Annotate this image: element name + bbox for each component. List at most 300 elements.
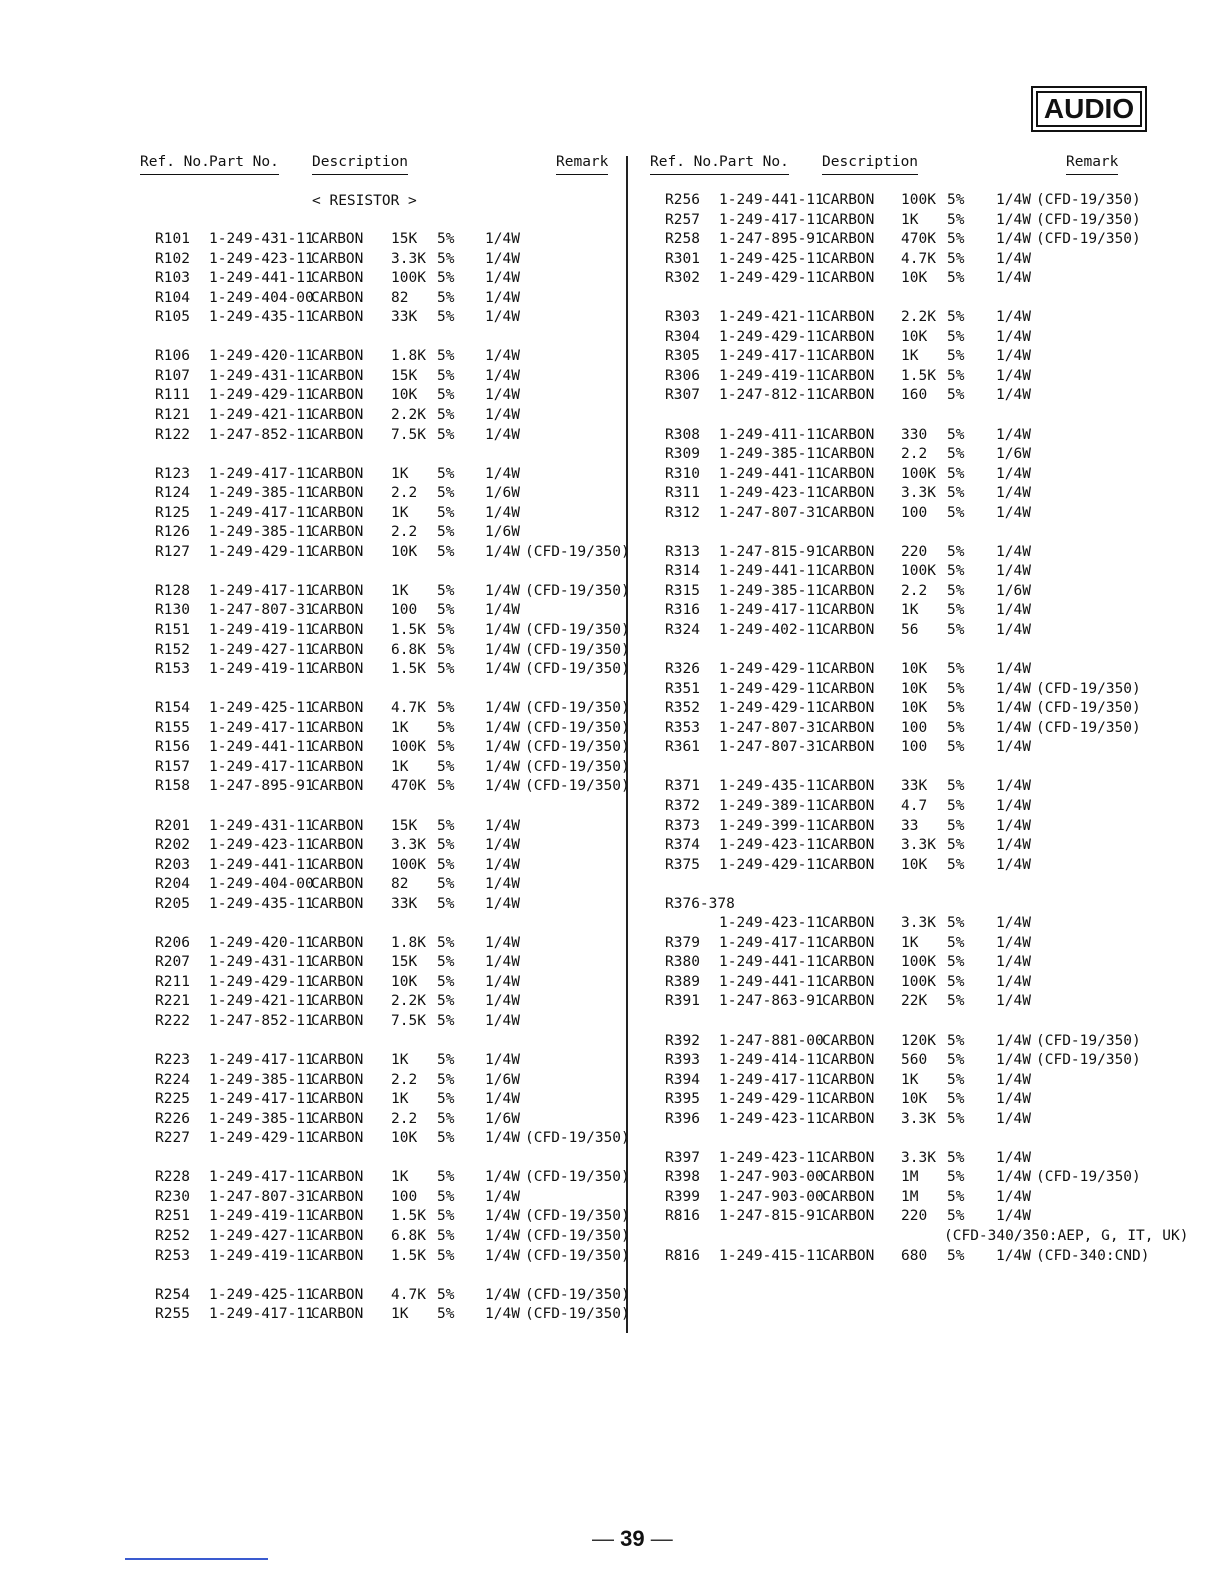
right-row bbox=[0, 1130, 1224, 1150]
cell-part: 1-247-852-11 bbox=[209, 1012, 314, 1029]
cell-value: 2.2K bbox=[391, 993, 426, 1010]
cell-tol: 5% bbox=[947, 915, 965, 932]
cell-watt: 1/4W bbox=[996, 485, 1031, 502]
cell-ref: R203 bbox=[155, 856, 190, 873]
cell-type: CARBON bbox=[822, 915, 875, 932]
cell-part: 1-249-417-11 bbox=[209, 504, 314, 521]
right-row bbox=[0, 368, 1224, 388]
cell-tol: 5% bbox=[437, 954, 455, 971]
cell-part: 1-249-417-11 bbox=[719, 1071, 824, 1088]
cell-type: CARBON bbox=[822, 680, 875, 697]
cell-value: 1K bbox=[901, 934, 919, 951]
cell-part: 1-249-417-11 bbox=[209, 758, 314, 775]
right-row bbox=[0, 993, 1224, 1013]
cell-ref: R256 bbox=[665, 192, 700, 208]
right-row bbox=[0, 446, 1224, 466]
cell-tol: 5% bbox=[947, 1247, 965, 1264]
cell-value: 100K bbox=[391, 270, 426, 287]
cell-part: 1-249-420-11 bbox=[209, 348, 314, 365]
cell-tol: 5% bbox=[437, 504, 455, 521]
cell-watt: 1/4W bbox=[996, 250, 1031, 267]
cell-tol: 5% bbox=[947, 426, 965, 443]
cell-type: CARBON bbox=[311, 504, 364, 521]
cell-tol: 5% bbox=[947, 739, 965, 756]
cell-tol: 5% bbox=[947, 367, 965, 384]
cell-tol: 5% bbox=[437, 1110, 455, 1127]
cell-ref: R251 bbox=[155, 1208, 190, 1225]
cell-type: CARBON bbox=[311, 778, 364, 795]
cell-type: CARBON bbox=[311, 758, 364, 775]
cell-type: CARBON bbox=[311, 407, 364, 424]
right-row bbox=[0, 857, 1224, 877]
cell-type: CARBON bbox=[822, 348, 875, 365]
left-header-remark: Remark bbox=[556, 154, 608, 175]
cell-ref: R152 bbox=[155, 641, 190, 658]
cell-type: CARBON bbox=[822, 993, 875, 1010]
cell-remark: (CFD-19/350) bbox=[525, 661, 630, 678]
cell-watt: 1/4W bbox=[485, 1169, 520, 1186]
cell-type: CARBON bbox=[822, 1071, 875, 1088]
cell-value: 33K bbox=[391, 895, 418, 912]
right-row bbox=[0, 329, 1224, 349]
cell-value: 10K bbox=[391, 973, 418, 990]
cell-part: 1-249-417-11 bbox=[209, 719, 314, 736]
cell-part: 1-249-385-11 bbox=[719, 582, 824, 599]
right-row bbox=[0, 290, 1224, 310]
right-row bbox=[0, 270, 1224, 290]
right-parts-list bbox=[0, 192, 1224, 1267]
cell-watt: 1/4W bbox=[485, 758, 520, 775]
cell-ref: R107 bbox=[155, 367, 190, 384]
cell-watt: 1/4W bbox=[485, 543, 520, 560]
cell-ref: R389 bbox=[665, 973, 700, 990]
cell-value: 3.3K bbox=[901, 1149, 936, 1166]
right-row bbox=[0, 1228, 1224, 1248]
cell-value: 680 bbox=[901, 1247, 928, 1264]
cell-ref: R316 bbox=[665, 602, 700, 619]
cell-value: 100K bbox=[901, 563, 936, 580]
cell-ref: R223 bbox=[155, 1052, 190, 1069]
cell-type: CARBON bbox=[822, 602, 875, 619]
cell-ref: R111 bbox=[155, 387, 190, 404]
cell-ref: R399 bbox=[665, 1188, 700, 1205]
cell-part: 1-249-425-11 bbox=[719, 250, 824, 267]
cell-tol: 5% bbox=[437, 661, 455, 678]
cell-type: CARBON bbox=[822, 700, 875, 717]
cell-value: 4.7K bbox=[391, 700, 426, 717]
cell-value: 2.2K bbox=[391, 407, 426, 424]
cell-tol: 5% bbox=[947, 211, 965, 228]
cell-part: 1-249-389-11 bbox=[719, 797, 824, 814]
cell-watt: 1/4W bbox=[996, 797, 1031, 814]
cell-type: CARBON bbox=[822, 192, 875, 208]
cell-tol: 5% bbox=[437, 641, 455, 658]
cell-remark: (CFD-19/350) bbox=[525, 778, 630, 795]
cell-value: 22K bbox=[901, 993, 928, 1010]
cell-remark: (CFD-19/350) bbox=[1036, 192, 1141, 208]
cell-value: 1K bbox=[391, 504, 409, 521]
cell-watt: 1/4W bbox=[485, 622, 520, 639]
cell-type: CARBON bbox=[822, 446, 875, 463]
cell-ref: R816 bbox=[665, 1247, 700, 1264]
cell-tol: 5% bbox=[947, 446, 965, 463]
page-dash-right: — bbox=[644, 1526, 673, 1551]
cell-tol: 5% bbox=[947, 934, 965, 951]
cell-type: CARBON bbox=[822, 1188, 875, 1205]
cell-part: 1-249-404-00 bbox=[209, 289, 314, 306]
cell-value: 220 bbox=[901, 1208, 928, 1225]
cell-value: 10K bbox=[901, 328, 928, 345]
cell-value: 56 bbox=[901, 622, 919, 639]
cell-ref: R308 bbox=[665, 426, 700, 443]
cell-watt: 1/4W bbox=[996, 1032, 1031, 1049]
cell-tol: 5% bbox=[947, 465, 965, 482]
right-row bbox=[0, 1013, 1224, 1033]
cell-type: CARBON bbox=[311, 1188, 364, 1205]
cell-type: CARBON bbox=[822, 426, 875, 443]
cell-watt: 1/4W bbox=[996, 1071, 1031, 1088]
cell-watt: 1/4W bbox=[996, 954, 1031, 971]
cell-value: 1.5K bbox=[391, 622, 426, 639]
cell-tol: 5% bbox=[437, 387, 455, 404]
cell-watt: 1/4W bbox=[996, 348, 1031, 365]
cell-watt: 1/4W bbox=[485, 250, 520, 267]
cell-type: CARBON bbox=[822, 250, 875, 267]
cell-remark: (CFD-19/350) bbox=[525, 1306, 630, 1323]
right-row bbox=[0, 387, 1224, 407]
cell-ref: R253 bbox=[155, 1247, 190, 1264]
cell-watt: 1/4W bbox=[485, 1227, 520, 1244]
cell-tol: 5% bbox=[947, 993, 965, 1010]
cell-value: 1.5K bbox=[391, 1208, 426, 1225]
cell-type: CARBON bbox=[311, 641, 364, 658]
cell-value: 2.2 bbox=[391, 1110, 418, 1127]
cell-value: 470K bbox=[901, 231, 936, 248]
cell-type: CARBON bbox=[311, 934, 364, 951]
right-row bbox=[0, 837, 1224, 857]
cell-tol: 5% bbox=[947, 485, 965, 502]
cell-tol: 5% bbox=[437, 719, 455, 736]
cell-tol: 5% bbox=[947, 797, 965, 814]
cell-value: 3.3K bbox=[391, 837, 426, 854]
cell-part: 1-247-807-31 bbox=[719, 719, 824, 736]
cell-tol: 5% bbox=[947, 817, 965, 834]
cell-part: 1-249-429-11 bbox=[209, 1130, 314, 1147]
right-row bbox=[0, 896, 1224, 916]
right-row bbox=[0, 798, 1224, 818]
cell-part: 1-249-419-11 bbox=[209, 1208, 314, 1225]
cell-watt: 1/4W bbox=[996, 387, 1031, 404]
cell-watt: 1/4W bbox=[485, 856, 520, 873]
right-row bbox=[0, 1033, 1224, 1053]
cell-watt: 1/4W bbox=[996, 622, 1031, 639]
cell-type: CARBON bbox=[822, 1149, 875, 1166]
cell-part: 1-249-423-11 bbox=[719, 837, 824, 854]
cell-type: CARBON bbox=[822, 797, 875, 814]
cell-part: 1-249-419-11 bbox=[209, 622, 314, 639]
right-row bbox=[0, 466, 1224, 486]
cell-ref: R374 bbox=[665, 837, 700, 854]
cell-type: CARBON bbox=[822, 504, 875, 521]
cell-tol: 5% bbox=[437, 1247, 455, 1264]
cell-part: 1-249-441-11 bbox=[719, 973, 824, 990]
cell-watt: 1/4W bbox=[485, 993, 520, 1010]
right-row bbox=[0, 1208, 1224, 1228]
cell-part: 1-249-417-11 bbox=[719, 602, 824, 619]
cell-ref: R127 bbox=[155, 543, 190, 560]
cell-watt: 1/6W bbox=[485, 524, 520, 541]
cell-part: 1-249-419-11 bbox=[209, 1247, 314, 1264]
cell-part: 1-247-895-91 bbox=[719, 231, 824, 248]
cell-ref: R311 bbox=[665, 485, 700, 502]
right-row bbox=[0, 1072, 1224, 1092]
cell-part: 1-249-429-11 bbox=[209, 973, 314, 990]
section-title: < RESISTOR > bbox=[312, 193, 417, 209]
cell-ref: R154 bbox=[155, 700, 190, 717]
cell-ref: R121 bbox=[155, 407, 190, 424]
cell-type: CARBON bbox=[311, 1091, 364, 1108]
cell-part: 1-249-417-11 bbox=[719, 934, 824, 951]
cell-part: 1-249-385-11 bbox=[209, 524, 314, 541]
page-number bbox=[592, 1526, 673, 1552]
cell-watt: 1/4W bbox=[996, 543, 1031, 560]
cell-value: 120K bbox=[901, 1032, 936, 1049]
cell-tol: 5% bbox=[947, 563, 965, 580]
cell-tol: 5% bbox=[947, 1052, 965, 1069]
cell-value: 2.2 bbox=[391, 524, 418, 541]
cell-ref: R309 bbox=[665, 446, 700, 463]
cell-type: CARBON bbox=[822, 1208, 875, 1225]
cell-type: CARBON bbox=[822, 661, 875, 678]
cell-value: 100 bbox=[901, 739, 928, 756]
right-header-ref: Ref. No. bbox=[650, 154, 720, 175]
cell-watt: 1/4W bbox=[996, 1188, 1031, 1205]
right-row bbox=[0, 778, 1224, 798]
cell-part: 1-249-404-00 bbox=[209, 876, 314, 893]
cell-ref: R395 bbox=[665, 1091, 700, 1108]
cell-type: CARBON bbox=[822, 837, 875, 854]
cell-type: CARBON bbox=[311, 1071, 364, 1088]
cell-watt: 1/4W bbox=[996, 367, 1031, 384]
cell-value: 10K bbox=[901, 270, 928, 287]
cell-type: CARBON bbox=[311, 1052, 364, 1069]
cell-type: CARBON bbox=[822, 543, 875, 560]
cell-tol: 5% bbox=[947, 192, 965, 208]
cell-part: 1-247-807-31 bbox=[719, 504, 824, 521]
cell-type: CARBON bbox=[311, 485, 364, 502]
cell-value: 1.5K bbox=[901, 367, 936, 384]
cell-ref: R221 bbox=[155, 993, 190, 1010]
cell-part: 1-247-863-91 bbox=[719, 993, 824, 1010]
cell-watt: 1/4W bbox=[996, 1208, 1031, 1225]
cell-remark: (CFD-19/350) bbox=[525, 719, 630, 736]
cell-value: 82 bbox=[391, 289, 409, 306]
cell-watt: 1/4W bbox=[996, 993, 1031, 1010]
cell-remark: (CFD-19/350) bbox=[525, 1130, 630, 1147]
cell-watt: 1/6W bbox=[996, 446, 1031, 463]
cell-part: 1-249-423-11 bbox=[719, 915, 824, 932]
cell-ref: R130 bbox=[155, 602, 190, 619]
cell-tol: 5% bbox=[947, 231, 965, 248]
cell-ref: R373 bbox=[665, 817, 700, 834]
right-row bbox=[0, 1169, 1224, 1189]
cell-part: 1-249-429-11 bbox=[719, 328, 824, 345]
cell-value: 100K bbox=[901, 973, 936, 990]
cell-watt: 1/4W bbox=[485, 1286, 520, 1303]
cell-part: 1-249-402-11 bbox=[719, 622, 824, 639]
right-row bbox=[0, 876, 1224, 896]
cell-value: 10K bbox=[901, 661, 928, 678]
cell-value: 3.3K bbox=[901, 837, 936, 854]
cell-tol: 5% bbox=[947, 328, 965, 345]
cell-ref: R379 bbox=[665, 934, 700, 951]
cell-type: CARBON bbox=[311, 856, 364, 873]
cell-part: 1-249-423-11 bbox=[719, 485, 824, 502]
cell-part: 1-249-431-11 bbox=[209, 231, 314, 248]
cell-tol: 5% bbox=[437, 465, 455, 482]
audio-badge bbox=[1031, 86, 1147, 132]
cell-part: 1-249-419-11 bbox=[209, 661, 314, 678]
cell-tol: 5% bbox=[437, 485, 455, 502]
cell-ref: R258 bbox=[665, 231, 700, 248]
cell-tol: 5% bbox=[437, 1208, 455, 1225]
cell-tol: 5% bbox=[437, 289, 455, 306]
cell-watt: 1/4W bbox=[485, 309, 520, 326]
cell-part: 1-249-417-11 bbox=[719, 211, 824, 228]
cell-type: CARBON bbox=[311, 622, 364, 639]
cell-value: 33 bbox=[901, 817, 919, 834]
cell-watt: 1/4W bbox=[485, 1247, 520, 1264]
right-row bbox=[0, 681, 1224, 701]
cell-part: 1-247-815-91 bbox=[719, 543, 824, 560]
cell-value: 2.2 bbox=[901, 446, 928, 463]
cell-part: 1-247-812-11 bbox=[719, 387, 824, 404]
cell-tol: 5% bbox=[437, 856, 455, 873]
cell-type: CARBON bbox=[822, 309, 875, 326]
cell-part: 1-249-441-11 bbox=[719, 192, 824, 208]
cell-ref: R361 bbox=[665, 739, 700, 756]
cell-watt: 1/4W bbox=[996, 837, 1031, 854]
cell-value: 33K bbox=[901, 778, 928, 795]
cell-ref: R204 bbox=[155, 876, 190, 893]
cell-ref: R380 bbox=[665, 954, 700, 971]
cell-type: CARBON bbox=[822, 719, 875, 736]
cell-value: 3.3K bbox=[391, 250, 426, 267]
cell-remark: (CFD-19/350) bbox=[1036, 719, 1141, 736]
cell-ref: R376-378 bbox=[665, 895, 735, 912]
cell-value: 1K bbox=[391, 1091, 409, 1108]
cell-type: CARBON bbox=[311, 1306, 364, 1323]
cell-part: 1-249-399-11 bbox=[719, 817, 824, 834]
cell-value: 1M bbox=[901, 1188, 919, 1205]
cell-ref: R313 bbox=[665, 543, 700, 560]
right-row bbox=[0, 935, 1224, 955]
cell-watt: 1/4W bbox=[996, 465, 1031, 482]
cell-part: 1-249-419-11 bbox=[719, 367, 824, 384]
cell-part: 1-249-415-11 bbox=[719, 1247, 824, 1264]
cell-part: 1-247-903-00 bbox=[719, 1169, 824, 1186]
cell-ref: R816 bbox=[665, 1208, 700, 1225]
right-row bbox=[0, 1150, 1224, 1170]
cell-watt: 1/4W bbox=[485, 582, 520, 599]
cell-tol: 5% bbox=[947, 680, 965, 697]
cell-type: CARBON bbox=[311, 876, 364, 893]
cell-ref: R307 bbox=[665, 387, 700, 404]
cell-watt: 1/4W bbox=[996, 426, 1031, 443]
cell-part: 1-249-417-11 bbox=[209, 1091, 314, 1108]
cell-part: 1-249-423-11 bbox=[209, 837, 314, 854]
cell-ref: R157 bbox=[155, 758, 190, 775]
cell-tol: 5% bbox=[947, 1208, 965, 1225]
right-row bbox=[0, 427, 1224, 447]
cell-part: 1-249-421-11 bbox=[719, 309, 824, 326]
right-row bbox=[0, 1052, 1224, 1072]
cell-watt: 1/4W bbox=[485, 367, 520, 384]
page-number-value: 39 bbox=[620, 1526, 645, 1551]
cell-value: 7.5K bbox=[391, 426, 426, 443]
cell-ref: R301 bbox=[665, 250, 700, 267]
cell-value: 560 bbox=[901, 1052, 928, 1069]
right-row bbox=[0, 642, 1224, 662]
cell-type: CARBON bbox=[822, 973, 875, 990]
right-row bbox=[0, 309, 1224, 329]
cell-watt: 1/4W bbox=[485, 973, 520, 990]
cell-value: 1K bbox=[391, 758, 409, 775]
cell-ref: R125 bbox=[155, 504, 190, 521]
cell-tol: 5% bbox=[437, 1169, 455, 1186]
cell-part: 1-249-429-11 bbox=[719, 700, 824, 717]
cell-ref: R255 bbox=[155, 1306, 190, 1323]
cell-watt: 1/4W bbox=[996, 270, 1031, 287]
cell-type: CARBON bbox=[822, 270, 875, 287]
cell-value: 220 bbox=[901, 543, 928, 560]
cell-value: 7.5K bbox=[391, 1012, 426, 1029]
cell-type: CARBON bbox=[311, 954, 364, 971]
cell-ref: R324 bbox=[665, 622, 700, 639]
cell-part: 1-247-895-91 bbox=[209, 778, 314, 795]
cell-value: 100K bbox=[901, 192, 936, 208]
cell-part: 1-247-807-31 bbox=[209, 1188, 314, 1205]
cell-ref: R351 bbox=[665, 680, 700, 697]
cell-ref: R202 bbox=[155, 837, 190, 854]
cell-ref: R230 bbox=[155, 1188, 190, 1205]
cell-value: 1K bbox=[391, 719, 409, 736]
cell-watt: 1/4W bbox=[996, 504, 1031, 521]
cell-type: CARBON bbox=[311, 309, 364, 326]
cell-ref: R207 bbox=[155, 954, 190, 971]
right-row bbox=[0, 1189, 1224, 1209]
right-row bbox=[0, 954, 1224, 974]
cell-watt: 1/4W bbox=[485, 954, 520, 971]
cell-remark: (CFD-19/350) bbox=[525, 700, 630, 717]
cell-watt: 1/4W bbox=[485, 661, 520, 678]
cell-type: CARBON bbox=[311, 270, 364, 287]
cell-ref: R225 bbox=[155, 1091, 190, 1108]
cell-watt: 1/4W bbox=[485, 465, 520, 482]
right-row bbox=[0, 251, 1224, 271]
cell-ref: R205 bbox=[155, 895, 190, 912]
cell-tol: 5% bbox=[947, 309, 965, 326]
cell-tol: 5% bbox=[437, 250, 455, 267]
cell-remark: (CFD-340:CND) bbox=[1036, 1247, 1150, 1264]
cell-watt: 1/4W bbox=[996, 192, 1031, 208]
cell-ref: R394 bbox=[665, 1071, 700, 1088]
cell-value: 1K bbox=[391, 582, 409, 599]
cell-type: CARBON bbox=[311, 231, 364, 248]
cell-tol: 5% bbox=[437, 231, 455, 248]
cell-ref: R227 bbox=[155, 1130, 190, 1147]
cell-value: 10K bbox=[901, 700, 928, 717]
